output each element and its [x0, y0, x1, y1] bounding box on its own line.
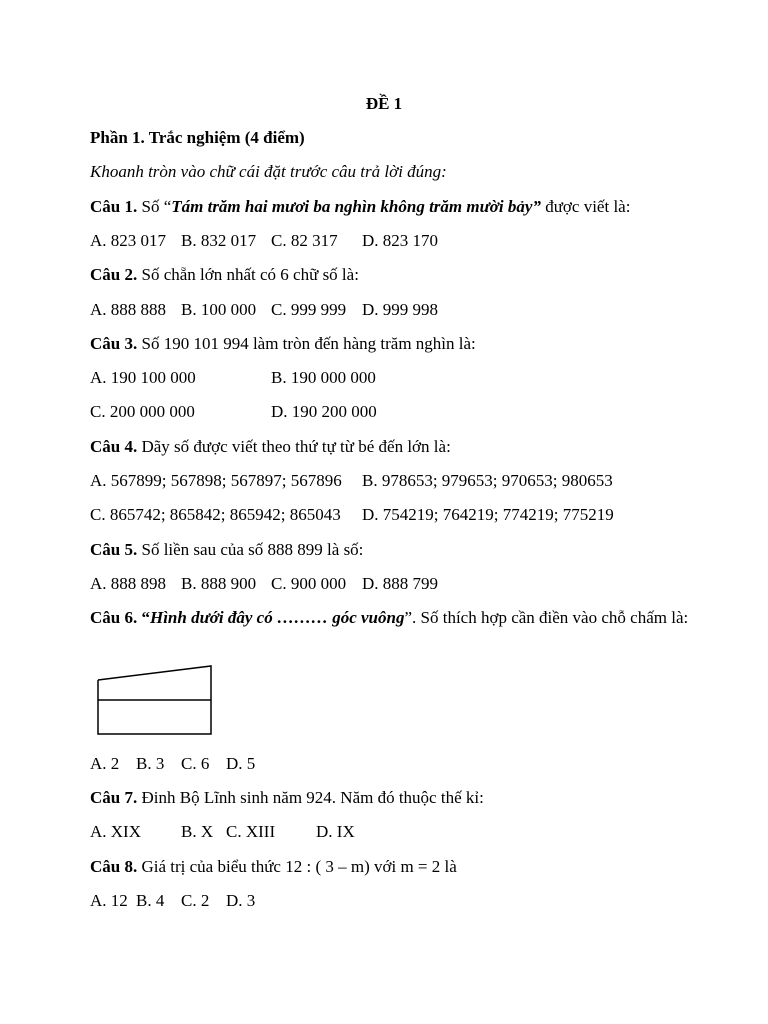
- option-c[interactable]: C. 200 000 000: [90, 402, 195, 421]
- option-a[interactable]: A. 2: [90, 754, 120, 773]
- option-d[interactable]: D. 3: [226, 891, 256, 910]
- option-c[interactable]: C. 999 999: [271, 300, 347, 319]
- option-b[interactable]: B. 4: [136, 891, 165, 910]
- question-4: [90, 437, 451, 457]
- option-d[interactable]: D. 190 200 000: [271, 402, 377, 421]
- question-label: Câu 7.: [90, 788, 138, 807]
- option-b[interactable]: B. 888 900: [181, 574, 257, 593]
- option-a[interactable]: A. 888 888: [90, 300, 167, 319]
- geometry-figure: [96, 664, 216, 736]
- option-b[interactable]: B. 978653; 979653; 970653; 980653: [362, 471, 613, 490]
- option-a[interactable]: A. 190 100 000: [90, 368, 196, 387]
- question-7: [90, 788, 484, 808]
- question-text-end: ”. Số thích hợp cần điền vào chỗ chấm là:: [404, 608, 689, 627]
- option-c[interactable]: C. 6: [181, 754, 210, 773]
- question-5: [90, 540, 363, 560]
- question-label: Câu 3.: [90, 334, 138, 353]
- section-heading: Phần 1. Trắc nghiệm (4 điểm): [90, 128, 305, 147]
- instruction: Khoanh tròn vào chữ cái đặt trước câu trả lời đúng:: [90, 162, 447, 181]
- option-c[interactable]: C. 900 000: [271, 574, 347, 593]
- option-d[interactable]: D. 888 799: [362, 574, 439, 593]
- question-label: Câu 5.: [90, 540, 138, 559]
- option-c[interactable]: C. 2: [181, 891, 210, 910]
- question-1: [90, 197, 630, 217]
- question-label: Câu 2.: [90, 265, 138, 284]
- question-6: [90, 607, 690, 629]
- page-title: ĐỀ 1: [365, 94, 403, 113]
- option-b[interactable]: B. 100 000: [181, 300, 257, 319]
- question-label: Câu 8.: [90, 857, 138, 876]
- option-d[interactable]: D. 999 998: [362, 300, 439, 319]
- question-text: Dãy số được viết theo thứ tự từ bé đến lớn là:: [137, 437, 451, 456]
- question-label: Câu 6. “: [90, 608, 150, 627]
- option-a[interactable]: A. 888 898: [90, 574, 167, 593]
- option-d[interactable]: D. 5: [226, 754, 256, 773]
- option-c[interactable]: C. XIII: [226, 822, 276, 841]
- question-text-end: được viết là:: [540, 197, 631, 216]
- option-a[interactable]: A. 823 017: [90, 231, 167, 250]
- option-b[interactable]: B. 832 017: [181, 231, 257, 250]
- question-emphasis: Hình dưới đây có ……… góc vuông: [149, 608, 405, 627]
- option-d[interactable]: D. 754219; 764219; 774219; 775219: [362, 505, 614, 524]
- question-text: Số chẵn lớn nhất có 6 chữ số là:: [137, 265, 359, 284]
- question-text: Đinh Bộ Lĩnh sinh năm 924. Năm đó thuộc thế kỉ:: [137, 788, 484, 807]
- question-emphasis: Tám trăm hai mươi ba nghìn không trăm mười bảy”: [171, 197, 541, 216]
- question-8: [90, 857, 457, 877]
- option-a[interactable]: A. 12: [90, 891, 128, 910]
- question-2: [90, 265, 359, 285]
- option-c[interactable]: C. 82 317: [271, 231, 338, 250]
- option-a[interactable]: A. 567899; 567898; 567897; 567896: [90, 471, 342, 490]
- option-c[interactable]: C. 865742; 865842; 865942; 865043: [90, 505, 341, 524]
- question-3: [90, 334, 476, 354]
- question-text: Số liền sau của số 888 899 là số:: [137, 540, 364, 559]
- question-text: Số 190 101 994 làm tròn đến hàng trăm nghìn là:: [137, 334, 476, 353]
- question-text: Số “: [137, 197, 172, 216]
- question-label: Câu 1.: [90, 197, 138, 216]
- option-b[interactable]: B. X: [181, 822, 214, 841]
- question-label: Câu 4.: [90, 437, 138, 456]
- question-text: Giá trị của biểu thức 12 : ( 3 – m) với m = 2 là: [137, 857, 457, 876]
- option-b[interactable]: B. 3: [136, 754, 165, 773]
- option-d[interactable]: D. 823 170: [362, 231, 439, 250]
- option-b[interactable]: B. 190 000 000: [271, 368, 376, 387]
- option-a[interactable]: A. XIX: [90, 822, 141, 841]
- option-d[interactable]: D. IX: [316, 822, 355, 841]
